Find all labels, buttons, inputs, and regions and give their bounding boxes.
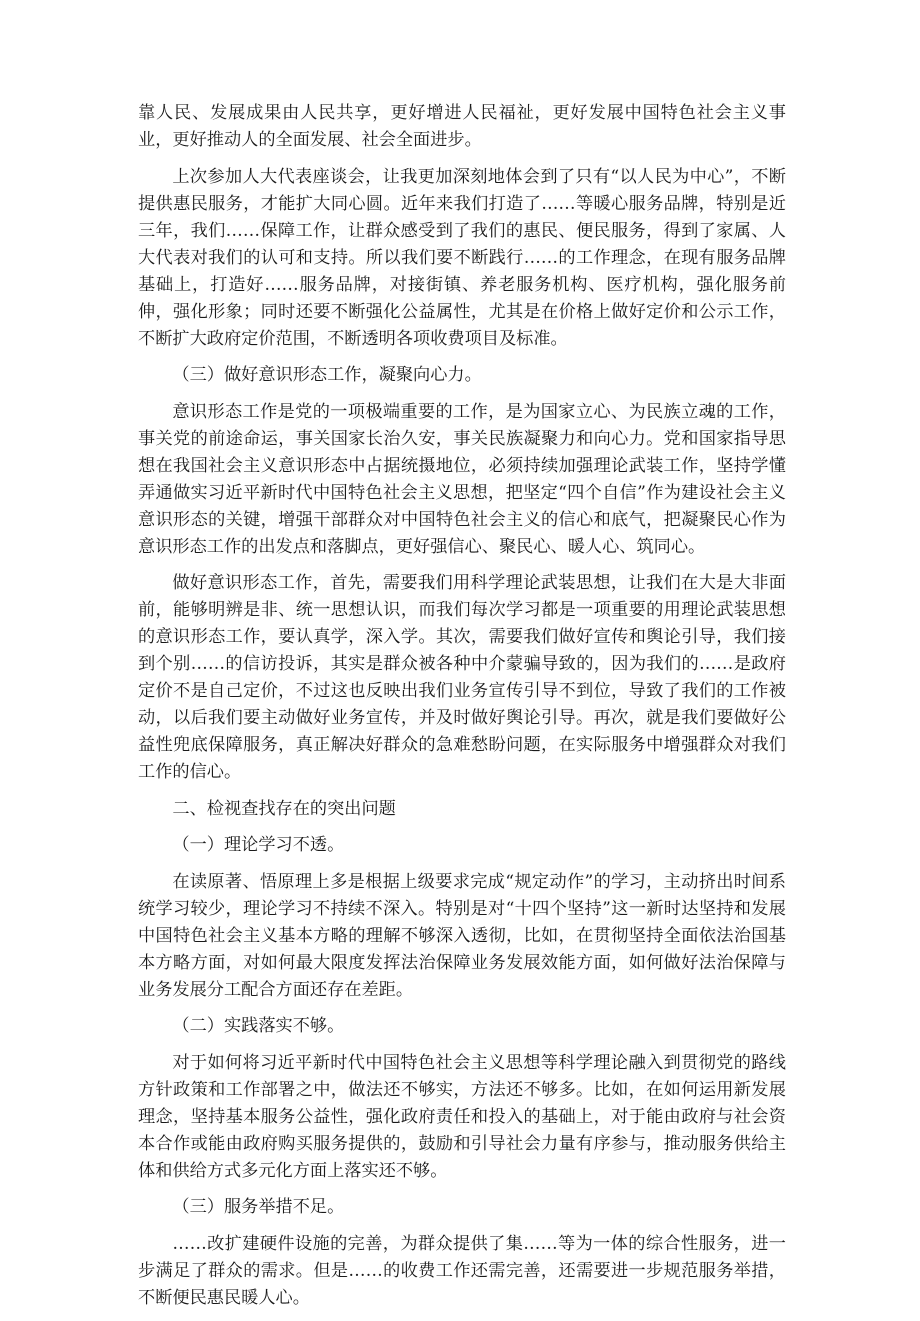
paragraph-continuation: 靠人民、发展成果由人民共享，更好增进人民福祉，更好发展中国特色社会主义事业，更好推动人的全面发展、社会全面进步。 xyxy=(138,103,786,150)
section-heading-problems: 二、检视查找存在的突出问题 xyxy=(172,798,396,819)
paragraph-practice: 对于如何将习近平新时代中国特色社会主义思想等科学理论融入到贯彻党的路线方针政策和工作部署之中，做法还不够实，方法还不够多。比如，在如何运用新发展理念，坚持基本服务公益性，强化政府责任和投入的基础上，对于能由政府与社会资本合作或能由政府购买服务提供的，鼓励和引导社会力量有序参与，推动服务供给主体和供给方式多元化方面上落实还不够。 xyxy=(138,1052,786,1181)
paragraph-deputy-meeting: 上次参加人大代表座谈会，让我更加深刻地体会到了只有“以人民为中心”，不断提供惠民服务，才能扩大同心圆。近年来我们打造了……等暖心服务品牌，特别是近三年，我们……保障工作，让群众感受到了我们的惠民、便民服务，得到了家属、人大代表对我们的认可和支持。所以我们要不断践行……的工作理念，在现有服务品牌基础上，打造好……服务品牌，对接街镇、养老服务机构、医疗机构，强化服务前伸，强化形象；同时还要不断强化公益属性，尤其是在价格上做好定价和公示工作，不断扩大政府定价范围，不断透明各项收费项目及标准。 xyxy=(138,166,786,349)
paragraph-ideology-importance: 意识形态工作是党的一项极端重要的工作，是为国家立心、为民族立魂的工作，事关党的前途命运，事关国家长治久安，事关民族凝聚力和向心力。党和国家指导思想在我国社会主义意识形态中占据统摄地位，必须持续加强理论武装工作，坚持学懂弄通做实习近平新时代中国特色社会主义思想，把坚定“四个自信”作为建设社会主义意识形态的关键，增强干部群众对中国特色社会主义的信心和底气，把凝聚民心作为意识形态工作的出发点和落脚点，更好强信心、聚民心、暖人心、筑同心。 xyxy=(138,401,786,557)
subheading-service: （三）服务举措不足。 xyxy=(172,1197,345,1217)
subheading-theory-study: （一）理论学习不透。 xyxy=(172,835,345,855)
paragraph-service: ……改扩建硬件设施的完善，为群众提供了集……等为一体的综合性服务，进一步满足了群众的需求。但是……的收费工作还需完善，还需要进一步规范服务举措，不断便民惠民暖人心。 xyxy=(138,1233,786,1308)
paragraph-ideology-work: 做好意识形态工作，首先，需要我们用科学理论武装思想，让我们在大是大非面前，能够明辨是非、统一思想认识，而我们每次学习都是一项重要的用理论武装思想的意识形态工作，要认真学，深入学。其次，需要我们做好宣传和舆论引导，我们接到个别……的信访投诉，其实是群众被各种中介蒙骗导致的，因为我们的……是政府定价不是自己定价，不过这也反映出我们业务宣传引导不到位，导致了我们的工作被动，以后我们要主动做好业务宣传，并及时做好舆论引导。再次，就是我们要做好公益性兜底保障服务，真正解决好群众的急难愁盼问题，在实际服务中增强群众对我们工作的信心。 xyxy=(138,573,786,782)
section-heading-ideology: （三）做好意识形态工作，凝聚向心力。 xyxy=(172,365,482,385)
document-page xyxy=(138,100,786,1321)
paragraph-theory-study: 在读原著、悟原理上多是根据上级要求完成“规定动作”的学习，主动挤出时间系统学习较少，理论学习不持续不深入。特别是对“十四个坚持”这一新时达坚持和发展中国特色社会主义基本方略的理解不够深入透彻，比如，在贯彻坚持全面依法治国基本方略方面，对如何最大限度发挥法治保障业务发展效能方面，如何做好法治保障与业务发展分工配合方面还存在差距。 xyxy=(138,871,786,1000)
subheading-practice: （二）实践落实不够。 xyxy=(172,1016,345,1036)
